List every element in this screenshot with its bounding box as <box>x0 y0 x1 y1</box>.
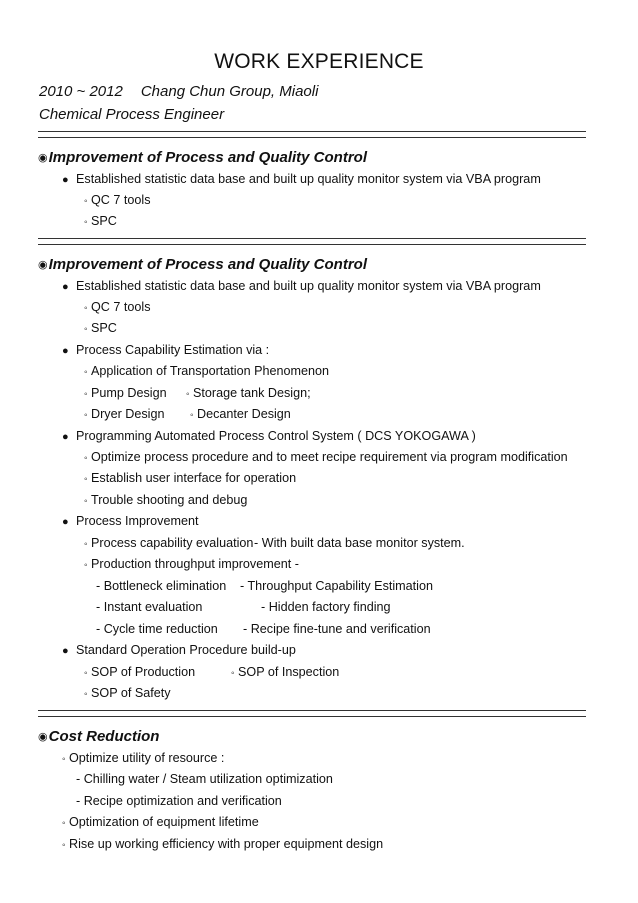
list-item: ◦ Storage tank Design; <box>186 386 311 400</box>
bullet-icon: ● <box>62 431 69 443</box>
circle-bullet-icon: ◦ <box>84 367 88 378</box>
circle-bullet-icon: ◦ <box>186 389 190 400</box>
circle-bullet-icon: ◦ <box>84 303 88 314</box>
circle-bullet-icon: ◦ <box>62 818 66 829</box>
list-item: - Bottleneck elimination <box>96 579 227 593</box>
list-item: ◦ QC 7 tools <box>84 300 151 314</box>
job-years: 2010 ~ 2012 <box>39 83 123 100</box>
circle-bullet-icon: ◦ <box>62 754 66 765</box>
list-item: ◦ Optimize process procedure and to meet recipe requirement via program modification <box>84 450 568 464</box>
list-item: ◦ SOP of Inspection <box>231 665 340 679</box>
bullet-icon: ● <box>62 645 69 657</box>
circle-bullet-icon: ◦ <box>84 196 88 207</box>
list-item: ◦ SPC <box>84 321 117 335</box>
page-title: WORK EXPERIENCE <box>214 50 424 73</box>
section-heading: ◉Cost Reduction <box>38 728 160 745</box>
circle-bullet-icon: ◦ <box>84 560 88 571</box>
circle-bullet-icon: ◦ <box>84 453 88 464</box>
circle-bullet-icon: ◦ <box>62 840 66 851</box>
list-item: ◦ Application of Transportation Phenomenon <box>84 364 330 378</box>
list-item: - Instant evaluation <box>96 600 203 614</box>
list-item: ◦ SOP of Production <box>84 665 196 679</box>
list-item: ◦ Optimization of equipment lifetime <box>62 815 259 829</box>
list-item: ◦ Optimize utility of resource : <box>62 751 225 765</box>
list-item: ● Process Capability Estimation via : <box>62 343 270 357</box>
list-item: ● Established statistic data base and built up quality monitor system via VBA program <box>62 172 541 186</box>
list-item: ● Process Improvement <box>62 514 199 528</box>
circle-bullet-icon: ◦ <box>84 389 88 400</box>
list-item: - Hidden factory finding <box>261 600 391 614</box>
divider <box>38 710 586 717</box>
list-item: ◦ SOP of Safety <box>84 686 171 700</box>
list-item: ● Standard Operation Procedure build-up <box>62 643 296 657</box>
bullet-icon: ● <box>62 174 69 186</box>
list-item: - Chilling water / Steam utilization optimization <box>76 772 333 786</box>
list-item: ◦ QC 7 tools <box>84 193 151 207</box>
list-item: ◦ Pump Design <box>84 386 167 400</box>
list-item: ◦ Production throughput improvement - <box>84 557 299 571</box>
bullseye-icon: ◉ <box>38 731 48 743</box>
list-item: - Recipe optimization and verification <box>76 794 282 808</box>
list-item: ◦ Rise up working efficiency with proper equipment design <box>62 837 384 851</box>
job-company: Chang Chun Group, Miaoli <box>140 83 319 100</box>
circle-bullet-icon: ◦ <box>84 324 88 335</box>
list-item: ◦ Establish user interface for operation <box>84 471 297 485</box>
divider <box>38 131 586 138</box>
list-item: - Cycle time reduction <box>96 622 218 636</box>
circle-bullet-icon: ◦ <box>84 539 88 550</box>
bullseye-icon: ◉ <box>38 259 48 271</box>
list-item: - Recipe fine-tune and verification <box>243 622 431 636</box>
section-heading: ◉Improvement of Process and Quality Control <box>38 256 368 273</box>
list-item: - With built data base monitor system. <box>254 536 465 550</box>
job-position: Chemical Process Engineer <box>39 106 225 123</box>
list-item: ◦ Decanter Design <box>190 407 291 421</box>
bullet-icon: ● <box>62 516 69 528</box>
circle-bullet-icon: ◦ <box>84 496 88 507</box>
circle-bullet-icon: ◦ <box>84 474 88 485</box>
circle-bullet-icon: ◦ <box>84 689 88 700</box>
section-heading: ◉Improvement of Process and Quality Control <box>38 149 368 166</box>
circle-bullet-icon: ◦ <box>84 668 88 679</box>
list-item: ◦ Process capability evaluation <box>84 536 254 550</box>
bullseye-icon: ◉ <box>38 152 48 164</box>
list-item: ◦ SPC <box>84 214 117 228</box>
bullet-icon: ● <box>62 345 69 357</box>
list-item: - Throughput Capability Estimation <box>240 579 433 593</box>
list-item: ◦ Dryer Design <box>84 407 165 421</box>
bullet-icon: ● <box>62 281 69 293</box>
divider <box>38 238 586 245</box>
circle-bullet-icon: ◦ <box>190 410 194 421</box>
list-item: ● Programming Automated Process Control System ( DCS YOKOGAWA ) <box>62 429 476 443</box>
list-item: ◦ Trouble shooting and debug <box>84 493 248 507</box>
circle-bullet-icon: ◦ <box>84 217 88 228</box>
circle-bullet-icon: ◦ <box>84 410 88 421</box>
list-item: ● Established statistic data base and built up quality monitor system via VBA program <box>62 279 541 293</box>
circle-bullet-icon: ◦ <box>231 668 235 679</box>
job-header <box>39 83 318 100</box>
